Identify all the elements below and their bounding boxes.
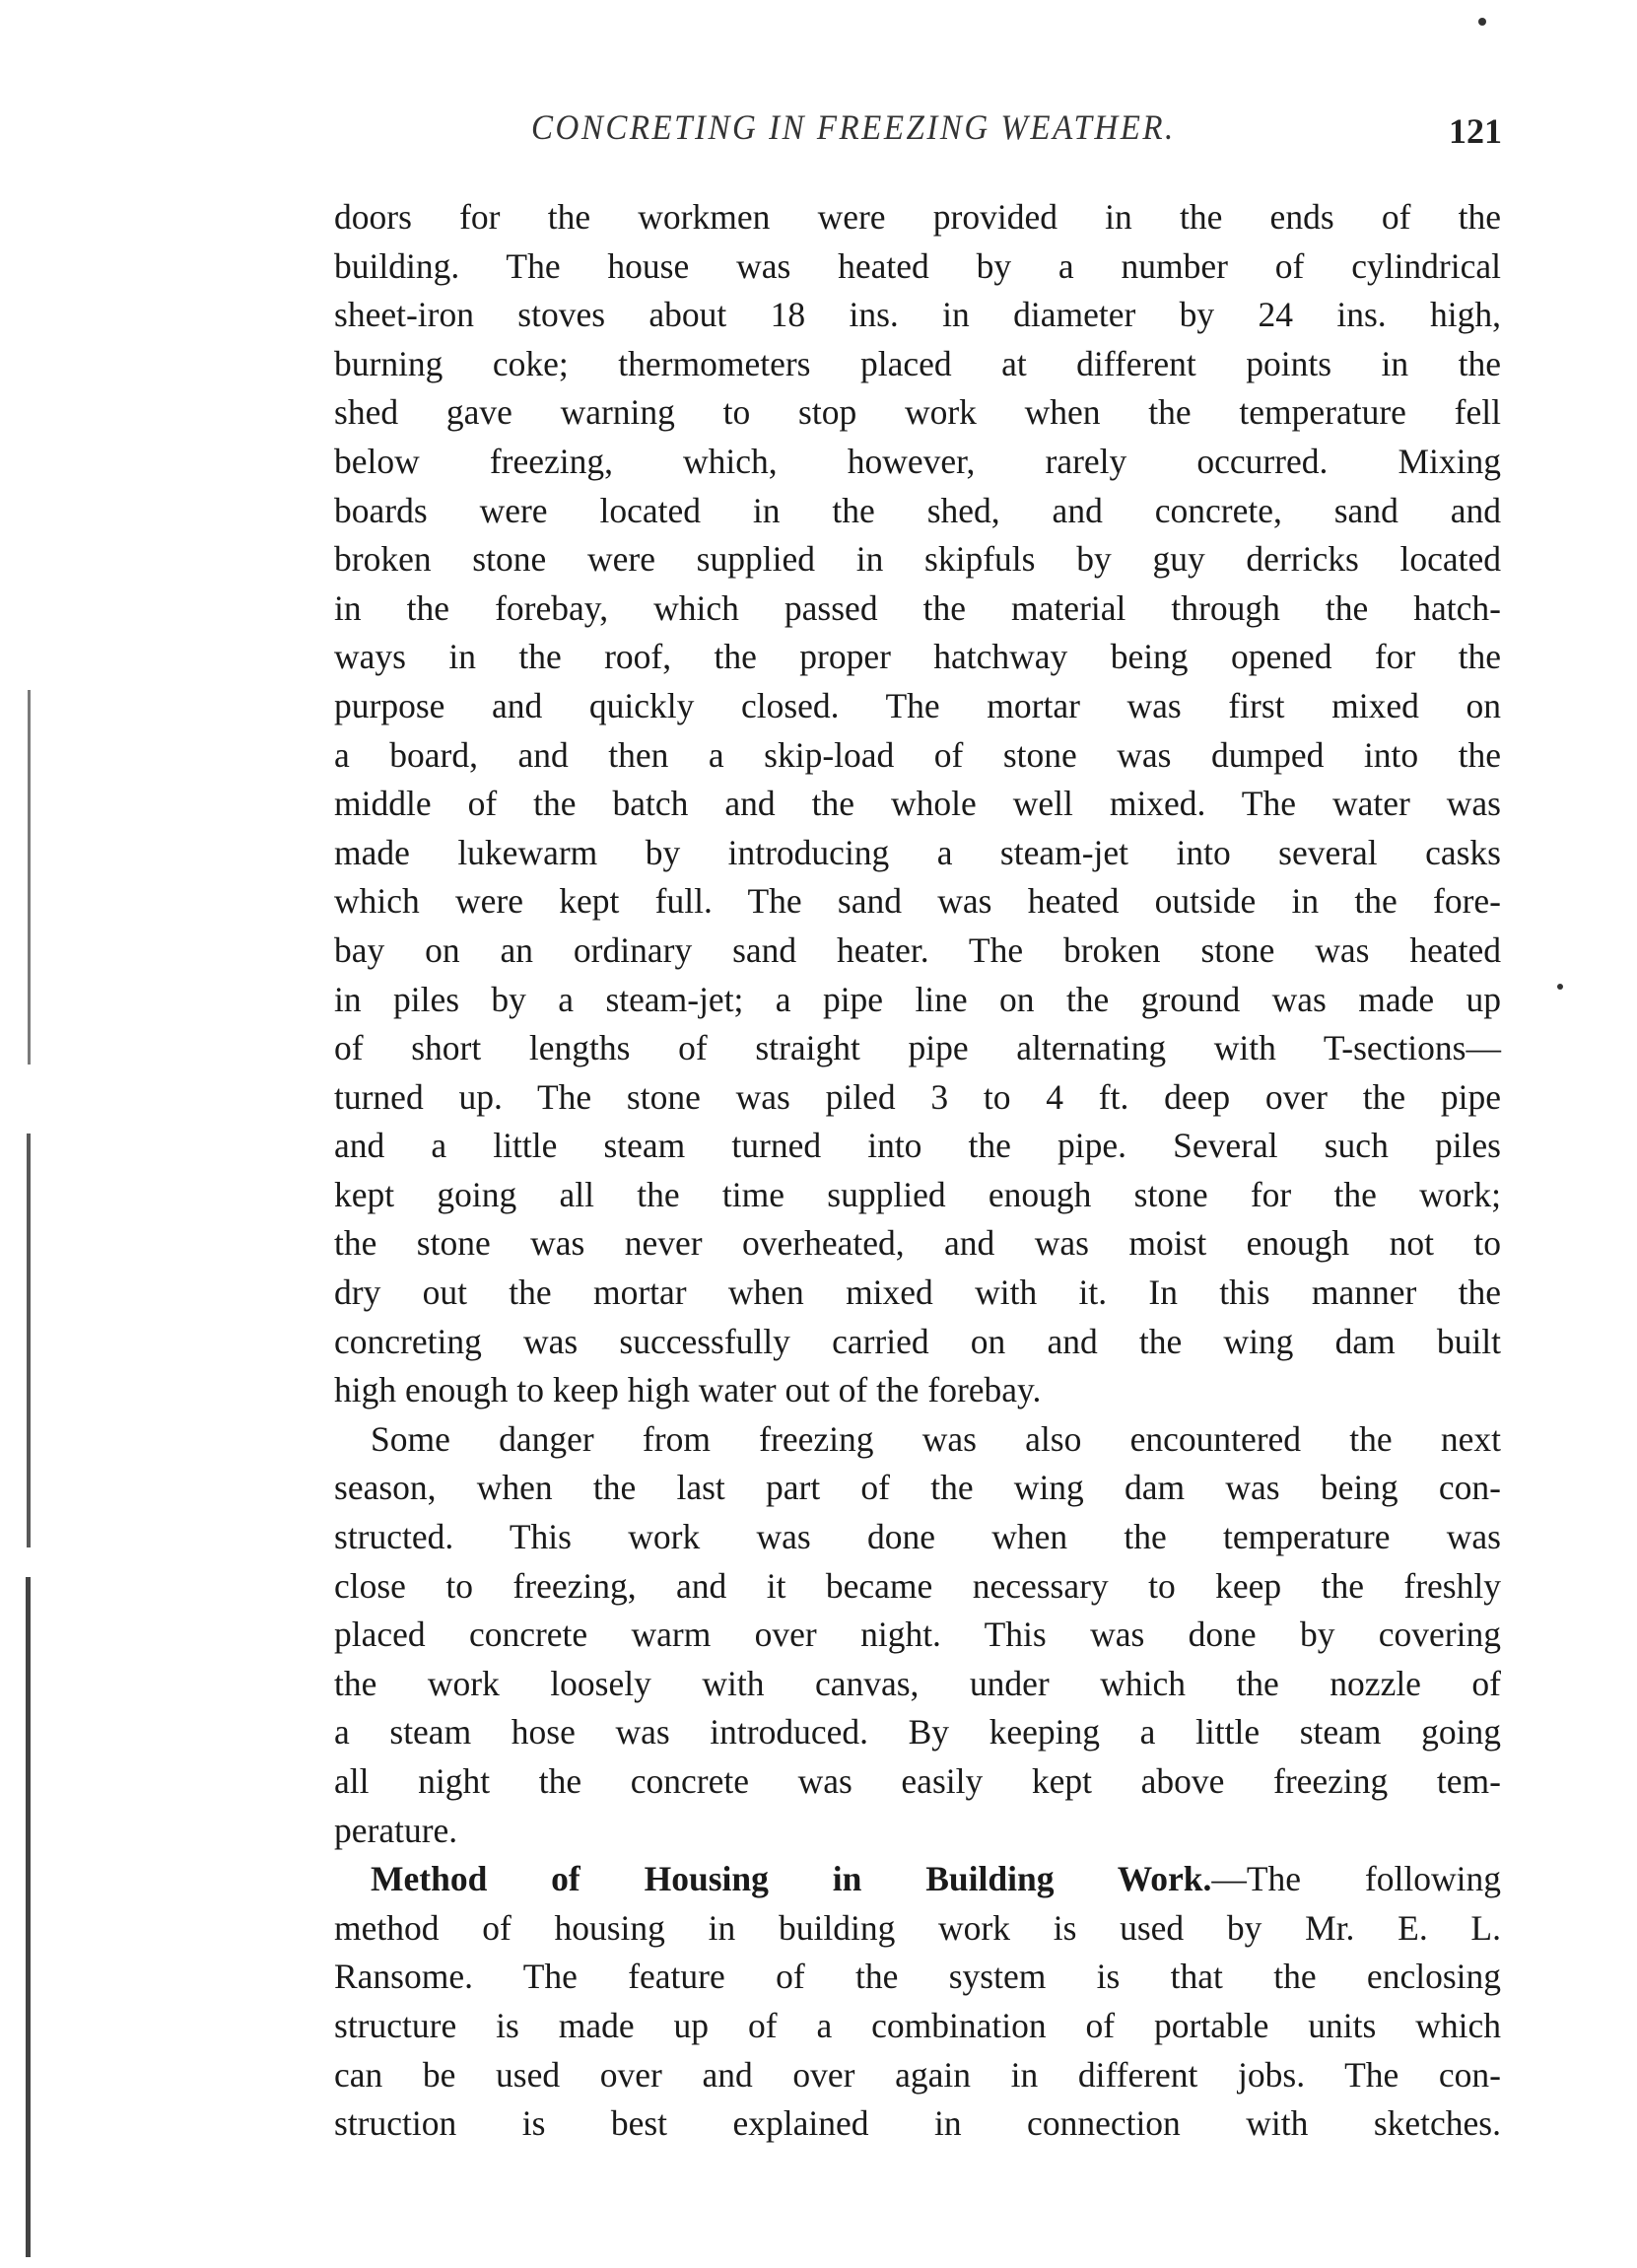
text-line: [334, 388, 1501, 438]
scan-edge-artifact: [27, 1134, 31, 1547]
text-line: [334, 682, 1501, 731]
text-line: [334, 1513, 1501, 1562]
text-line-content: shed gave warning to stop work when the temperature fell: [334, 392, 1501, 433]
text-line-content: placed concrete warm over night. This was done by covering: [334, 1615, 1501, 1655]
text-line-content: in piles by a steam-jet; a pipe line on the ground was made up: [334, 979, 1501, 1019]
text-line-content: concreting was successfully carried on and the wing dam built: [334, 1321, 1501, 1361]
text-line: [334, 633, 1501, 682]
text-line: [334, 2002, 1501, 2051]
text-line: [334, 1807, 1501, 1856]
text-line-content: burning coke; thermometers placed at different points in the: [334, 343, 1501, 383]
text-line-content: building. The house was heated by a number of cylindrical: [334, 245, 1501, 286]
text-line-content: bay on an ordinary sand heater. The broken stone was heated: [334, 929, 1501, 970]
text-line-content: of short lengths of straight pipe alternating with T-sections—: [334, 1028, 1501, 1068]
page-number: 121: [1449, 111, 1502, 151]
text-line: [334, 1464, 1501, 1513]
text-line: [334, 1122, 1501, 1171]
text-line: [334, 1024, 1501, 1073]
text-line-content: below freezing, which, however, rarely occurred. Mixing: [334, 441, 1501, 481]
text-line: [334, 731, 1501, 781]
text-line: [334, 1660, 1501, 1709]
text-line: [334, 1073, 1501, 1123]
text-line: [334, 340, 1501, 389]
text-line: [334, 1904, 1501, 1954]
text-line: [334, 2051, 1501, 2100]
text-line: [334, 535, 1501, 584]
text-line-content: broken stone were supplied in skipfuls by guy derricks located: [334, 539, 1501, 580]
text-line-content: —The following: [1211, 1859, 1501, 1899]
text-line: [334, 242, 1501, 292]
text-line-content: structed. This work was done when the temperature was: [334, 1517, 1501, 1557]
speck: [1557, 984, 1563, 990]
text-line-content: ways in the roof, the proper hatchway being opened for the: [334, 637, 1501, 677]
text-line-content: in the forebay, which passed the material through the hatch-: [334, 587, 1501, 628]
text-line-content: perature.: [334, 1810, 458, 1850]
text-line: [334, 1366, 1501, 1415]
text-line-content: dry out the mortar when mixed with it. In this manner the: [334, 1272, 1501, 1313]
text-line-content: structure is made up of a combination of portable units which: [334, 2005, 1501, 2045]
text-line-content: and a little steam turned into the pipe. Several such piles: [334, 1126, 1501, 1166]
scan-edge-artifact: [26, 1577, 31, 2257]
text-line-content: season, when the last part of the wing dam was being con-: [334, 1468, 1501, 1508]
text-line: [334, 1171, 1501, 1220]
text-line: [334, 193, 1501, 242]
text-line-content: struction is best explained in connection with sketches.: [334, 2103, 1501, 2144]
text-line: [334, 1269, 1501, 1318]
text-line: [334, 976, 1501, 1025]
text-line: [334, 1415, 1501, 1465]
text-line: [334, 1611, 1501, 1660]
text-line-content: Some danger from freezing was also encountered the next: [371, 1418, 1501, 1459]
text-line: [334, 2099, 1501, 2149]
text-line-content: the work loosely with canvas, under which the nozzle of: [334, 1663, 1501, 1703]
text-line: [334, 291, 1501, 340]
text-line-content: close to freezing, and it became necessary to keep the freshly: [334, 1565, 1501, 1606]
text-line: [334, 1953, 1501, 2002]
text-line-content: method of housing in building work is used by Mr. E. L.: [334, 1907, 1501, 1948]
text-line: [334, 584, 1501, 634]
text-line-content: kept going all the time supplied enough stone for the work;: [334, 1174, 1501, 1214]
scan-edge-artifact: [28, 690, 31, 1065]
text-line: [334, 1757, 1501, 1807]
text-line: [334, 487, 1501, 536]
text-line-content: turned up. The stone was piled 3 to 4 ft. deep over the pipe: [334, 1076, 1501, 1117]
body-text: [334, 193, 1501, 2149]
text-line-content: doors for the workmen were provided in the ends of the: [334, 197, 1501, 237]
text-line-content: all night the concrete was easily kept above freezing tem-: [334, 1761, 1501, 1801]
text-line-content: the stone was never overheated, and was moist enough not to: [334, 1223, 1501, 1264]
text-line: [334, 438, 1501, 487]
text-line: [334, 780, 1501, 829]
running-head-title: CONCRETING IN FREEZING WEATHER.: [531, 108, 1176, 148]
text-line-content: a board, and then a skip-load of stone was dumped into the: [334, 734, 1501, 775]
text-line-content: Ransome. The feature of the system is that the enclosing: [334, 1957, 1501, 1997]
speck: [1478, 18, 1486, 26]
text-line: [334, 927, 1501, 976]
text-line-content: a steam hose was introduced. By keeping a little steam going: [334, 1712, 1501, 1753]
text-line-content: high enough to keep high water out of the forebay.: [334, 1370, 1042, 1410]
text-line: [334, 1855, 1501, 1904]
text-line: [334, 1708, 1501, 1757]
text-line-content: which were kept full. The sand was heated outside in the fore-: [334, 881, 1501, 922]
text-line: [334, 829, 1501, 878]
text-line: [334, 877, 1501, 927]
text-line-content: made lukewarm by introducing a steam-jet into several casks: [334, 832, 1501, 872]
text-line: [334, 1562, 1501, 1612]
section-heading: Method of Housing in Building Work.: [371, 1859, 1212, 1899]
text-line: [334, 1219, 1501, 1269]
text-line-content: can be used over and over again in different jobs. The con-: [334, 2054, 1501, 2095]
text-line-content: purpose and quickly closed. The mortar was first mixed on: [334, 685, 1501, 725]
text-line: [334, 1318, 1501, 1367]
text-line-content: middle of the batch and the whole well mixed. The water was: [334, 784, 1501, 824]
text-line-content: boards were located in the shed, and concrete, sand and: [334, 490, 1501, 530]
text-line-content: sheet-iron stoves about 18 ins. in diameter by 24 ins. high,: [334, 295, 1501, 335]
